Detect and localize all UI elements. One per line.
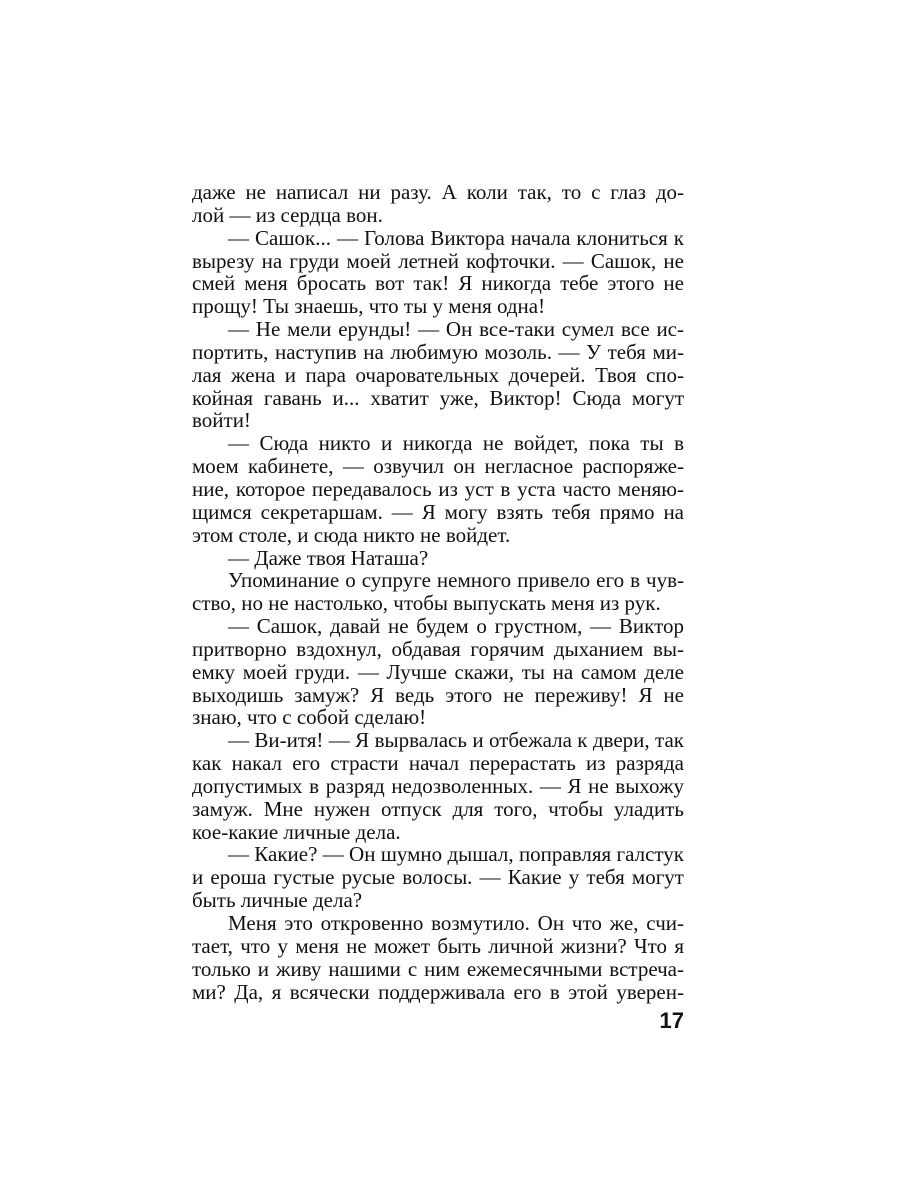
text-line: притворно вздохнул, обдавая горячим дыханием вы-	[192, 636, 684, 661]
text-line: — Сашок... — Голова Виктора начала клониться к	[228, 225, 684, 250]
text-line: емку моей груди. — Лучше скажи, ты на самом деле	[192, 659, 684, 684]
text-line: даже не написал ни разу. А коли так, то с глаз до-	[192, 180, 684, 204]
text-line: вырезу на груди моей летней кофточки. — Сашок, не	[192, 248, 684, 273]
text-line: — Какие? — Он шумно дышал, поправляя галстук	[228, 842, 684, 867]
text-line: выходишь замуж? Я ведь этого не переживу! Я не	[192, 682, 684, 707]
text-line: смей меня бросать вот так! Я никогда тебе этого не	[192, 271, 684, 296]
text-line: щимся секретаршам. — Я могу взять тебя прямо на	[192, 499, 684, 524]
text-line: лой — из сердца вон.	[192, 202, 383, 227]
text-line: — Сашок, давай не будем о грустном, — Виктор	[228, 614, 684, 639]
text-line: Меня это откровенно возмутило. Он что же, счи-	[228, 911, 684, 935]
text-line: Упоминание о супруге немного привело его в чув-	[228, 568, 684, 593]
text-line: знаю, что с собой сделаю!	[192, 705, 427, 730]
text-line: допустимых в разряд недозволенных. — Я не выхожу	[192, 773, 684, 798]
text-line: как накал его страсти начал перерастать из разряда	[192, 751, 684, 776]
text-line: — Ви-итя! — Я вырвалась и отбежала к двери, так	[228, 728, 684, 753]
page-number: 17	[659, 1008, 684, 1033]
text-line: прощу! Ты знаешь, что ты у меня одна!	[192, 294, 546, 319]
text-line: замуж. Мне нужен отпуск для того, чтобы уладить	[192, 796, 684, 821]
text-line: ми? Да, я всячески поддерживала его в этой уверен-	[192, 979, 684, 1004]
text-line: тает, что у меня не может быть личной жизни? Что я	[192, 933, 684, 958]
text-line: лая жена и пара очаровательных дочерей. Твоя спо-	[192, 362, 684, 387]
text-line: только и живу нашими с ним ежемесячными встреча-	[192, 956, 684, 981]
text-line: моем кабинете, — озвучил он негласное распоряже-	[192, 454, 684, 479]
text-line: — Сюда никто и никогда не войдет, пока ты в	[228, 431, 684, 456]
text-line: портить, наступив на любимую мозоль. — У тебя ми-	[192, 339, 684, 364]
text-line: кое-какие личные дела.	[192, 819, 401, 844]
text-line: и ероша густые русые волосы. — Какие у тебя могут	[192, 865, 684, 890]
text-line: ство, но не настолько, чтобы выпускать меня из рук.	[192, 591, 661, 616]
text-line: этом столе, и сюда никто не войдет.	[192, 522, 511, 547]
text-line: — Не мели ерунды! — Он все-таки сумел все ис-	[228, 317, 684, 342]
text-line: войти!	[192, 408, 251, 433]
body-text	[192, 181, 684, 1003]
text-line: ние, которое передавалось из уст в уста часто меняю-	[192, 476, 684, 501]
text-line: быть личные дела?	[192, 888, 363, 913]
text-line: койная гавань и... хватит уже, Виктор! Сюда могут	[192, 385, 684, 410]
text-line: — Даже твоя Наташа?	[228, 545, 429, 570]
